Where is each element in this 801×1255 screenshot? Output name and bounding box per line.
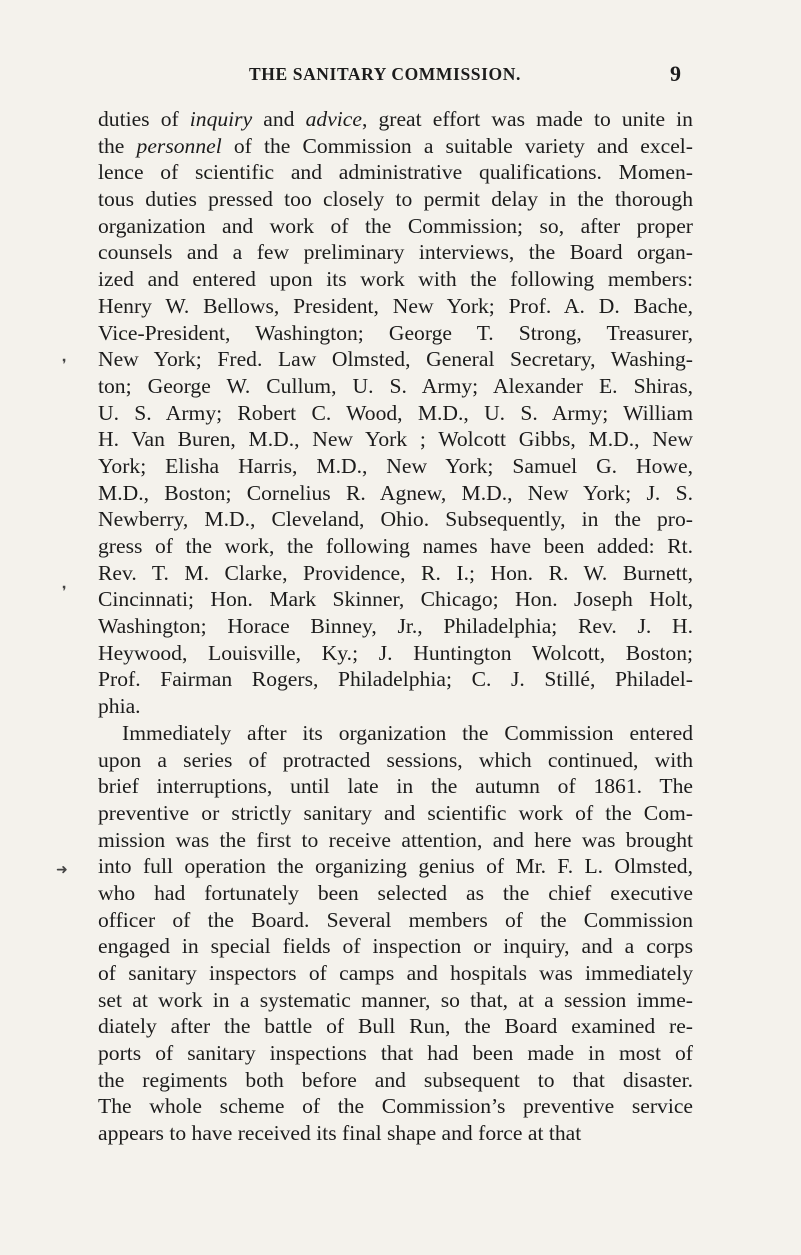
text-line: set at work in a systematic manner, so that, at a session imme- [98, 987, 693, 1012]
text-line: H. Van Buren, M.D., New York ; Wolcott Gibbs, M.D., New [98, 427, 693, 452]
text-line: appears to have received its final shape and force at that [98, 1121, 582, 1146]
text-line: ized and entered upon its work with the following members: [98, 267, 693, 292]
text-line: duties of inquiry and advice, great effort was made to unite in [98, 107, 693, 131]
running-title: THE SANITARY COMMISSION. [249, 64, 521, 84]
text-line: phia. [98, 694, 141, 719]
text-line: Prof. Fairman Rogers, Philadelphia; C. J. Stillé, Philadel- [98, 667, 693, 692]
text-line: New York; Fred. Law Olmsted, General Secretary, Washing- [98, 347, 693, 372]
text-line: York; Elisha Harris, M.D., New York; Samuel G. Howe, [98, 453, 693, 478]
text-line: Newberry, M.D., Cleveland, Ohio. Subsequently, in the pro- [98, 507, 693, 532]
margin-mark: ❜ [62, 358, 67, 373]
text-line: ton; George W. Cullum, U. S. Army; Alexander E. Shiras, [98, 373, 693, 398]
text-line: of sanitary inspectors of camps and hospitals was immediately [98, 961, 693, 985]
text-line: upon a series of protracted sessions, which continued, with [98, 747, 693, 772]
text-line: the regiments both before and subsequent to that disaster. [98, 1067, 693, 1092]
italic-term: inquiry [189, 107, 253, 131]
text-line: U. S. Army; Robert C. Wood, M.D., U. S. Army; William [98, 400, 693, 425]
body-text [98, 106, 693, 1147]
page-header [0, 61, 801, 94]
text-line: Rev. T. M. Clarke, Providence, R. I.; Hon. R. W. Burnett, [98, 560, 693, 585]
text-line: who had fortunately been selected as the chief executive [98, 880, 693, 905]
text-line: M.D., Boston; Cornelius R. Agnew, M.D., New York; J. S. [98, 480, 693, 505]
text-line: Heywood, Louisville, Ky.; J. Huntington Wolcott, Boston; [98, 640, 693, 665]
text-line: diately after the battle of Bull Run, the Board examined re- [98, 1014, 693, 1039]
page-number: 9 [670, 61, 681, 86]
text-line: engaged in special fields of inspection or inquiry, and a corps [98, 934, 693, 959]
text-line: mission was the first to receive attention, and here was brought [98, 827, 693, 852]
text-line: Vice-President, Washington; George T. Strong, Treasurer, [98, 320, 693, 345]
text-line: lence of scientific and administrative qualifications. Momen- [98, 160, 693, 185]
text-line: the personnel of the Commission a suitable variety and excel- [98, 133, 694, 158]
text-line: Immediately after its organization the Commission entered [122, 720, 693, 745]
text-line: Henry W. Bellows, President, New York; Prof. A. D. Bache, [98, 293, 693, 318]
text-line: officer of the Board. Several members of the Commission [98, 907, 693, 932]
text-line: organization and work of the Commission; so, after proper [98, 213, 693, 238]
text-line: counsels and a few preliminary interviews, the Board organ- [98, 240, 693, 265]
text-line: tous duties pressed too closely to permit delay in the thorough [98, 187, 693, 212]
italic-term: advice [305, 107, 362, 131]
text-line: ports of sanitary inspections that had been made in most of [98, 1041, 693, 1066]
text-line: The whole scheme of the Commission’s preventive service [98, 1094, 693, 1119]
text-line: gress of the work, the following names have been added: Rt. [98, 534, 693, 558]
text-line: Cincinnati; Hon. Mark Skinner, Chicago; Hon. Joseph Holt, [98, 587, 693, 612]
margin-mark: ❜ [62, 585, 67, 600]
text-line: preventive or strictly sanitary and scientific work of the Com- [98, 800, 693, 825]
text-line: Washington; Horace Binney, Jr., Philadelphia; Rev. J. H. [98, 614, 693, 639]
italic-term: personnel [136, 133, 222, 158]
text-line: into full operation the organizing genius of Mr. F. L. Olmsted, [98, 854, 693, 879]
text-line: brief interruptions, until late in the autumn of 1861. The [98, 774, 693, 799]
margin-mark: ➜ [56, 863, 68, 878]
